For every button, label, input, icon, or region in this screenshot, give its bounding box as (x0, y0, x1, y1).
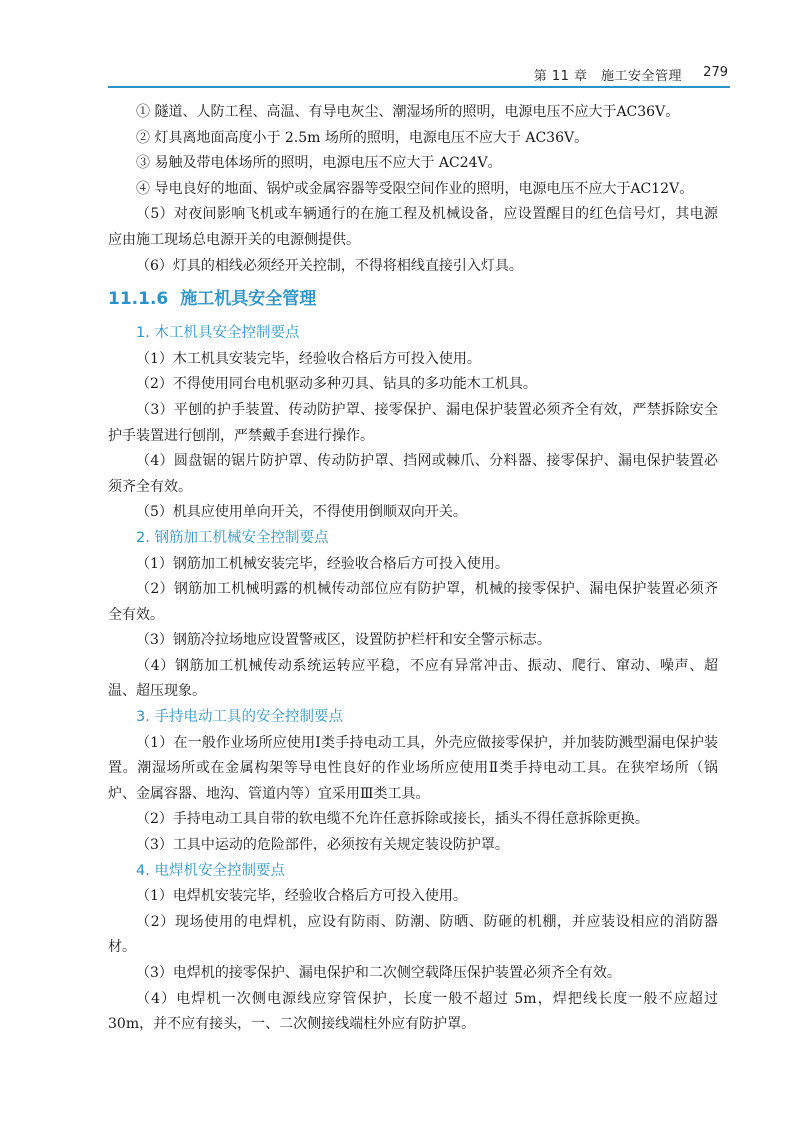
list-item: （1）钢筋加工机械安装完毕，经验收合格后方可投入使用。 (136, 555, 509, 572)
paragraph: （6）灯具的相线必须经开关控制，不得将相线直接引入灯具。 (136, 257, 523, 274)
paragraph: （5）对夜间影响飞机或车辆通行的在施工程及机械设备，应设置醒目的红色信号灯，其电源应由施工现场总电源开关的电源侧提供。 (108, 206, 718, 248)
list-item: （4）圆盘锯的锯片防护罩、传动防护罩、挡网或棘爪、分料器、接零保护、漏电保护装置必须齐全有效。 (108, 453, 718, 495)
subsection-heading: 4. 电焊机安全控制要点 (136, 862, 285, 879)
list-item: （4）钢筋加工机械传动系统运转应平稳，不应有异常冲击、振动、爬行、窜动、噪声、超温、超压现象。 (108, 657, 718, 700)
page-number: 279 (703, 65, 728, 80)
list-item: （4）电焊机一次侧电源线应穿管保护，长度一般不超过 5m，焊把线长度一般不应超过 30m，并不应有接头，一、二次侧接线端柱外应有防护罩。 (108, 990, 718, 1033)
list-item: （1）木工机具安装完毕，经验收合格后方可投入使用。 (136, 350, 481, 367)
list-item: （1）在一般作业场所应使用Ⅰ类手持电动工具，外壳应做接零保护，并加装防溅型漏电保护装置。潮湿场所或在金属构架等导电性良好的作业场所应使用Ⅱ类手持电动工具。在狭窄场所（锅炉、金属容器、地沟、管道内等）宜采用Ⅲ类工具。 (108, 734, 718, 802)
list-item: （5）机具应使用单向开关，不得使用倒顺双向开关。 (136, 504, 467, 521)
paragraph: ① 隧道、人防工程、高温、有导电灰尘、潮湿场所的照明，电源电压不应大于AC36V。 (136, 104, 680, 120)
running-head-chapter: 第 11 章 施工安全管理 (533, 69, 682, 84)
list-item: （3）工具中运动的危险部件，必须按有关规定装设防护罩。 (136, 837, 509, 854)
list-item: （2）手持电动工具自带的软电缆不允许任意拆除或接长，插头不得任意拆除更换。 (136, 811, 649, 828)
list-item: （3）平刨的护手装置、传动防护罩、接零保护、漏电保护装置必须齐全有效，严禁拆除安全护手装置进行刨削，严禁戴手套进行操作。 (108, 401, 718, 444)
paragraph: ② 灯具离地面高度小于 2.5m 场所的照明，电源电压不应大于 AC36V。 (136, 129, 589, 146)
page-header (0, 0, 800, 88)
page-body (108, 100, 718, 1038)
list-item: （2）现场使用的电焊机，应设有防雨、防潮、防晒、防砸的机棚，并应装设相应的消防器材。 (108, 913, 718, 956)
paragraph: ④ 导电良好的地面、锅炉或金属容器等受限空间作业的照明，电源电压不应大于AC12V。 (136, 180, 694, 197)
header-rule (108, 86, 730, 88)
list-item: （3）电焊机的接零保护、漏电保护和二次侧空载降压保护装置必须齐全有效。 (136, 965, 621, 981)
paragraph: ③ 易触及带电体场所的照明，电源电压不应大于 AC24V。 (136, 155, 502, 172)
subsection-heading: 2. 钢筋加工机械安全控制要点 (136, 529, 329, 546)
subsection-heading: 1. 木工机具安全控制要点 (136, 325, 300, 342)
subsection-heading: 3. 手持电动工具的安全控制要点 (136, 709, 343, 726)
list-item: （2）不得使用同台电机驱动多种刃具、钻具的多功能木工机具。 (136, 376, 537, 393)
list-item: （2）钢筋加工机械明露的机械传动部位应有防护罩，机械的接零保护、漏电保护装置必须齐全有效。 (108, 581, 718, 623)
list-item: （3）钢筋冷拉场地应设置警戒区，设置防护栏杆和安全警示标志。 (136, 632, 551, 649)
section-heading (108, 285, 718, 313)
section-number: 11.1.6 (108, 289, 169, 310)
list-item: （1）电焊机安装完毕，经验收合格后方可投入使用。 (136, 888, 467, 905)
header-bar (0, 0, 800, 62)
section-title: 施工机具安全管理 (180, 289, 317, 310)
